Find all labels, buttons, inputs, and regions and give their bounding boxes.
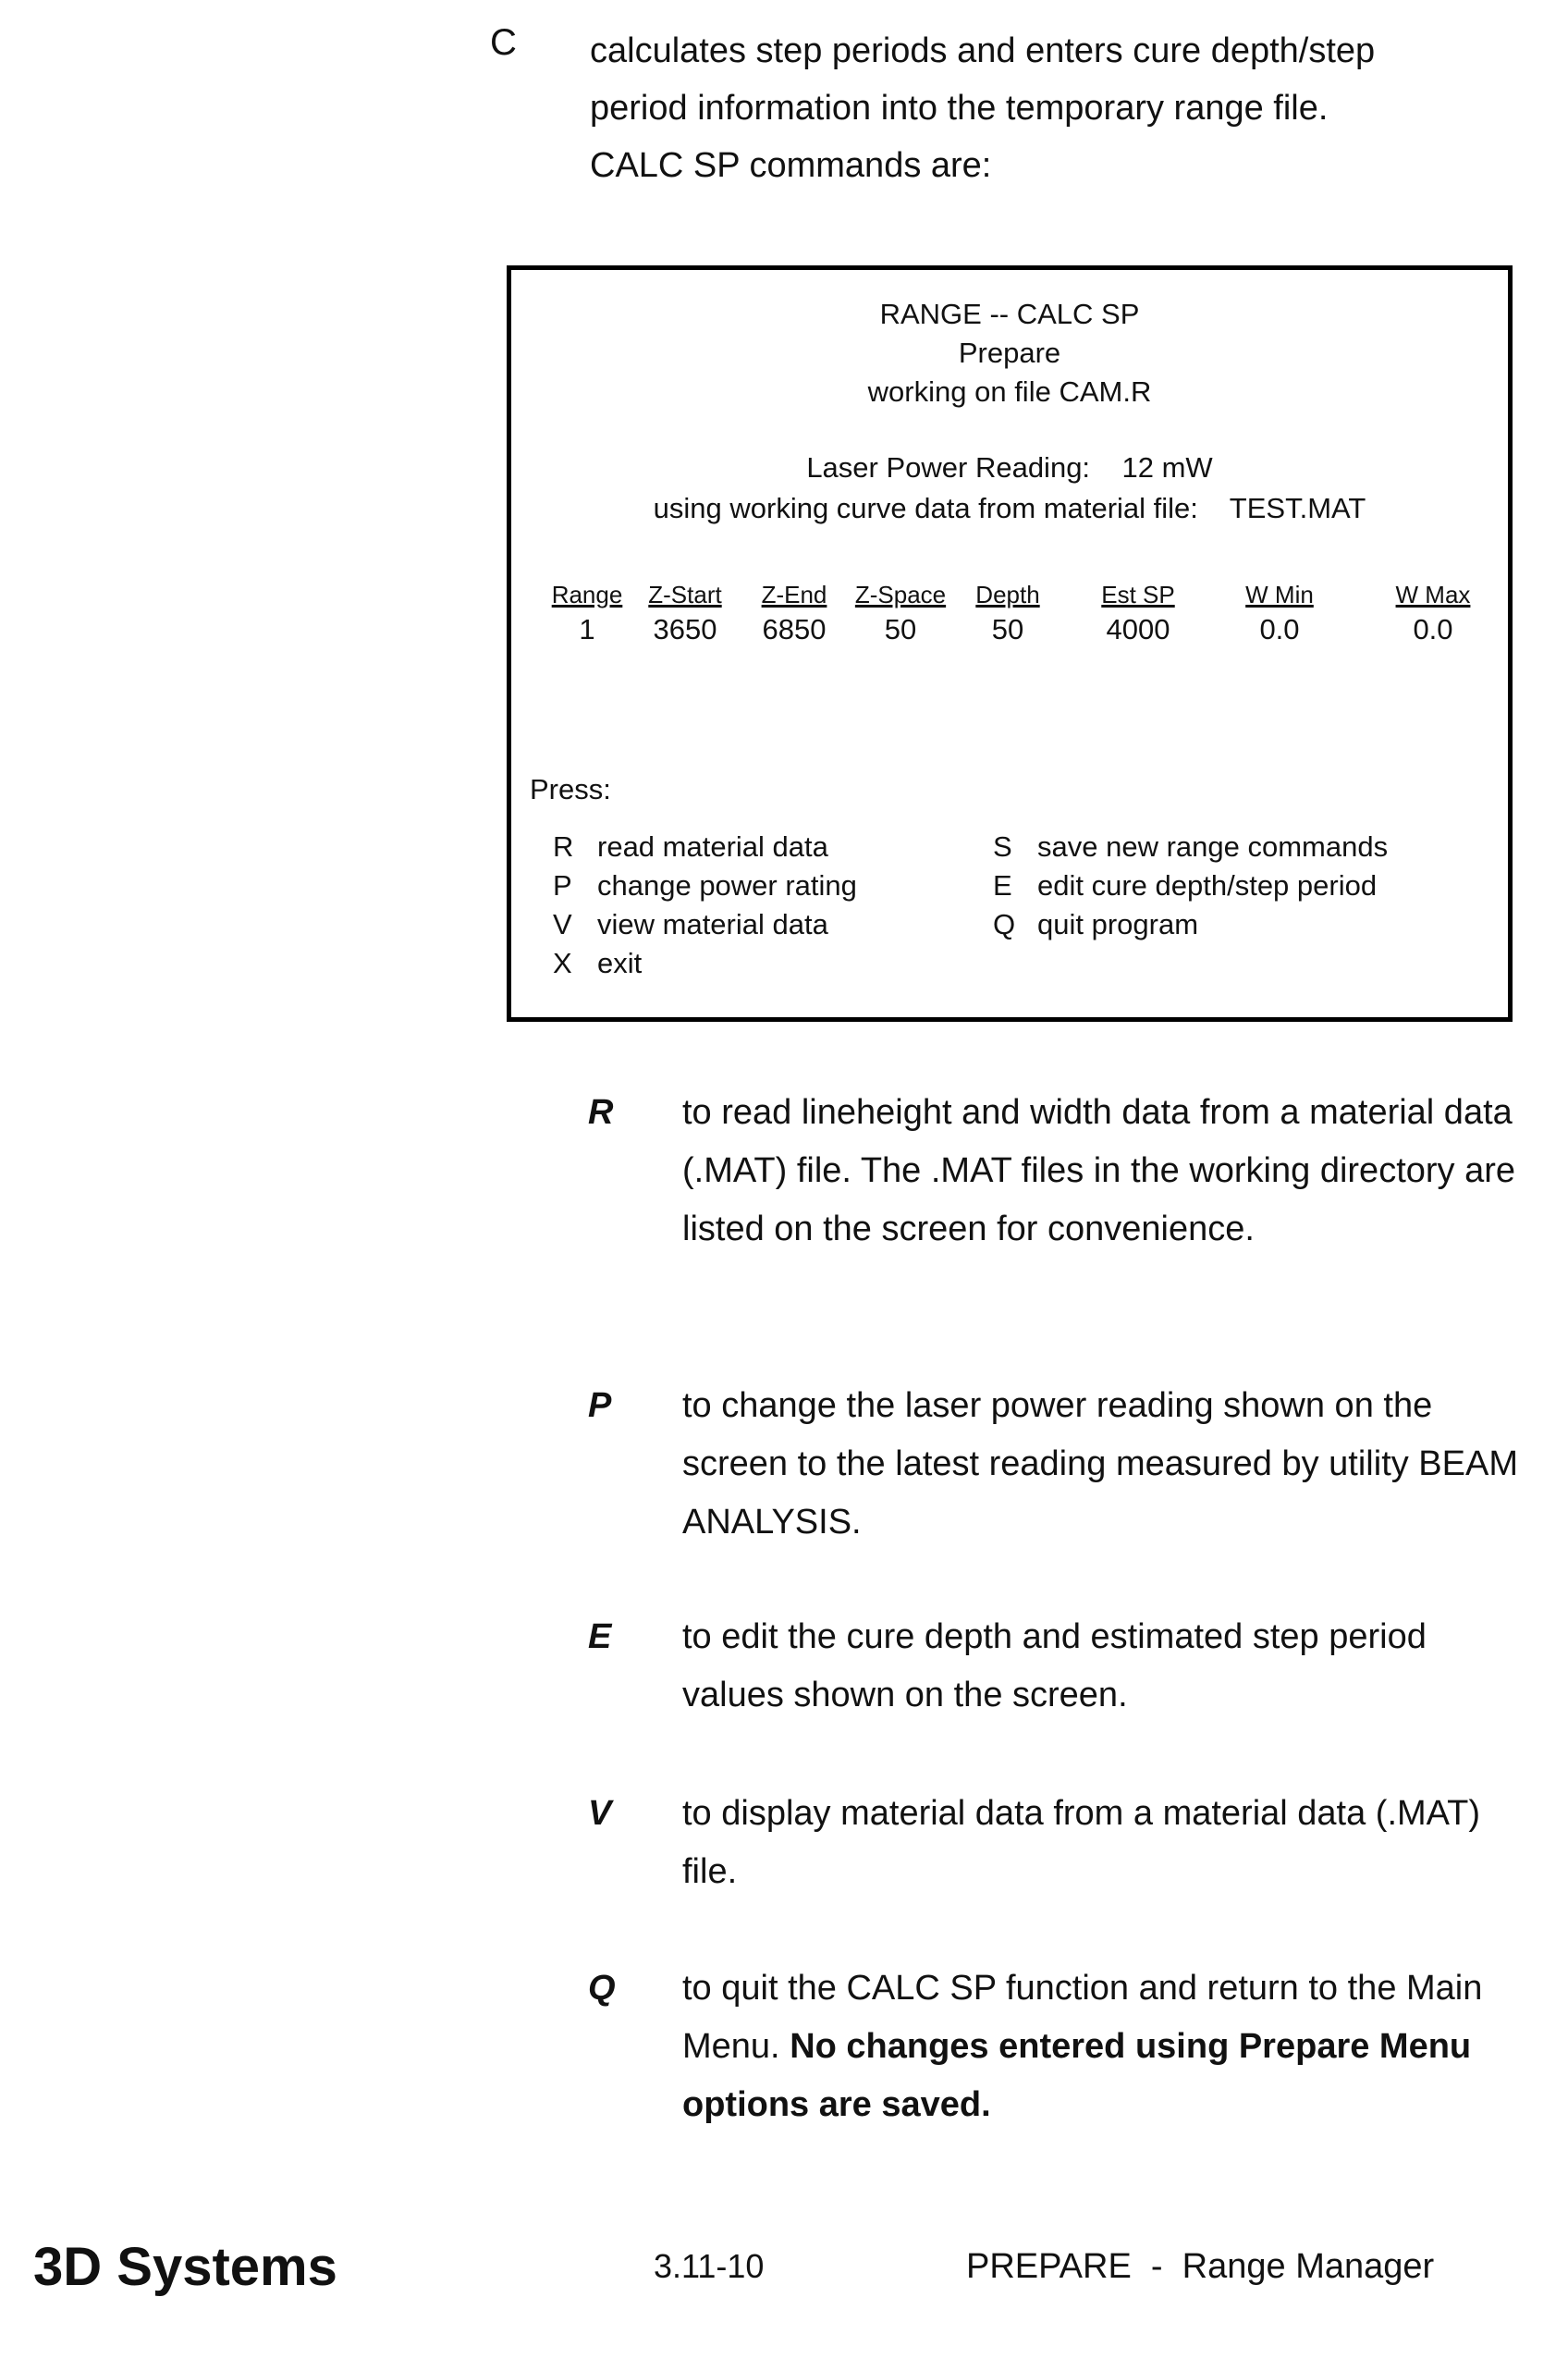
cell: 50 xyxy=(934,613,1082,646)
description-q: Q to quit the CALC SP function and return to the Main Menu. No changes entered using Prepare Menu options are saved. xyxy=(588,1959,1533,2134)
description-r: R to read lineheight and width data from a material data (.MAT) file. The .MAT files in the working directory are listed on the screen for convenience. xyxy=(588,1084,1533,1259)
header: Z-Start xyxy=(611,581,759,609)
cell: 3650 xyxy=(611,613,759,646)
header: Z-Space xyxy=(827,581,974,609)
col-w-max xyxy=(1359,581,1507,646)
cell: 50 xyxy=(827,613,974,646)
option-quit[interactable]: Q quit program xyxy=(993,908,1198,941)
cell: 0.0 xyxy=(1359,613,1507,646)
header: Depth xyxy=(934,581,1082,609)
description-e: E to edit the cure depth and estimated step period values shown on the screen. xyxy=(588,1608,1533,1725)
option-edit-cure-depth[interactable]: E edit cure depth/step period xyxy=(993,869,1377,903)
press-label: Press: xyxy=(530,773,611,806)
screen-title: RANGE -- CALC SP xyxy=(511,298,1508,331)
screen-subtitle: Prepare xyxy=(511,337,1508,370)
cell: 1 xyxy=(513,613,661,646)
header: W Min xyxy=(1206,581,1354,609)
option-save-range[interactable]: S save new range commands xyxy=(993,830,1388,864)
cell: 6850 xyxy=(720,613,868,646)
cell: 0.0 xyxy=(1206,613,1354,646)
material-line: using working curve data from material file: TEST.MAT xyxy=(511,492,1508,525)
option-exit[interactable]: X exit xyxy=(553,947,642,980)
footer-brand: 3D Systems xyxy=(33,2236,337,2298)
header: Range xyxy=(513,581,661,609)
intro-key: C xyxy=(490,22,517,64)
intro-line: calculates step periods and enters cure depth/step xyxy=(590,22,1514,80)
cell: 4000 xyxy=(1064,613,1212,646)
intro-line: CALC SP commands are: xyxy=(590,137,1514,194)
laser-power: Laser Power Reading: 12 mW xyxy=(511,451,1508,485)
footer-section: PREPARE - Range Manager xyxy=(966,2247,1434,2287)
description-p: P to change the laser power reading shown on the screen to the latest reading measured by utility BEAM ANALYSIS. xyxy=(588,1377,1533,1552)
header: Z-End xyxy=(720,581,868,609)
footer-page-number: 3.11-10 xyxy=(654,2247,764,2286)
col-w-min xyxy=(1206,581,1354,646)
option-change-power[interactable]: P change power rating xyxy=(553,869,857,903)
intro-text xyxy=(590,22,1514,194)
col-est-sp xyxy=(1064,581,1212,646)
warning-text: No changes entered using Prepare Menu options are saved. xyxy=(682,2027,1471,2124)
header: W Max xyxy=(1359,581,1507,609)
option-view-material[interactable]: V view material data xyxy=(553,908,828,941)
col-depth xyxy=(934,581,1082,646)
file-line: working on file CAM.R xyxy=(511,375,1508,409)
description-v: V to display material data from a material data (.MAT) file. xyxy=(588,1785,1533,1901)
intro-line: period information into the temporary range file. xyxy=(590,80,1514,137)
header: Est SP xyxy=(1064,581,1212,609)
calc-sp-screen xyxy=(507,265,1513,1022)
option-read-material[interactable]: R read material data xyxy=(553,830,828,864)
